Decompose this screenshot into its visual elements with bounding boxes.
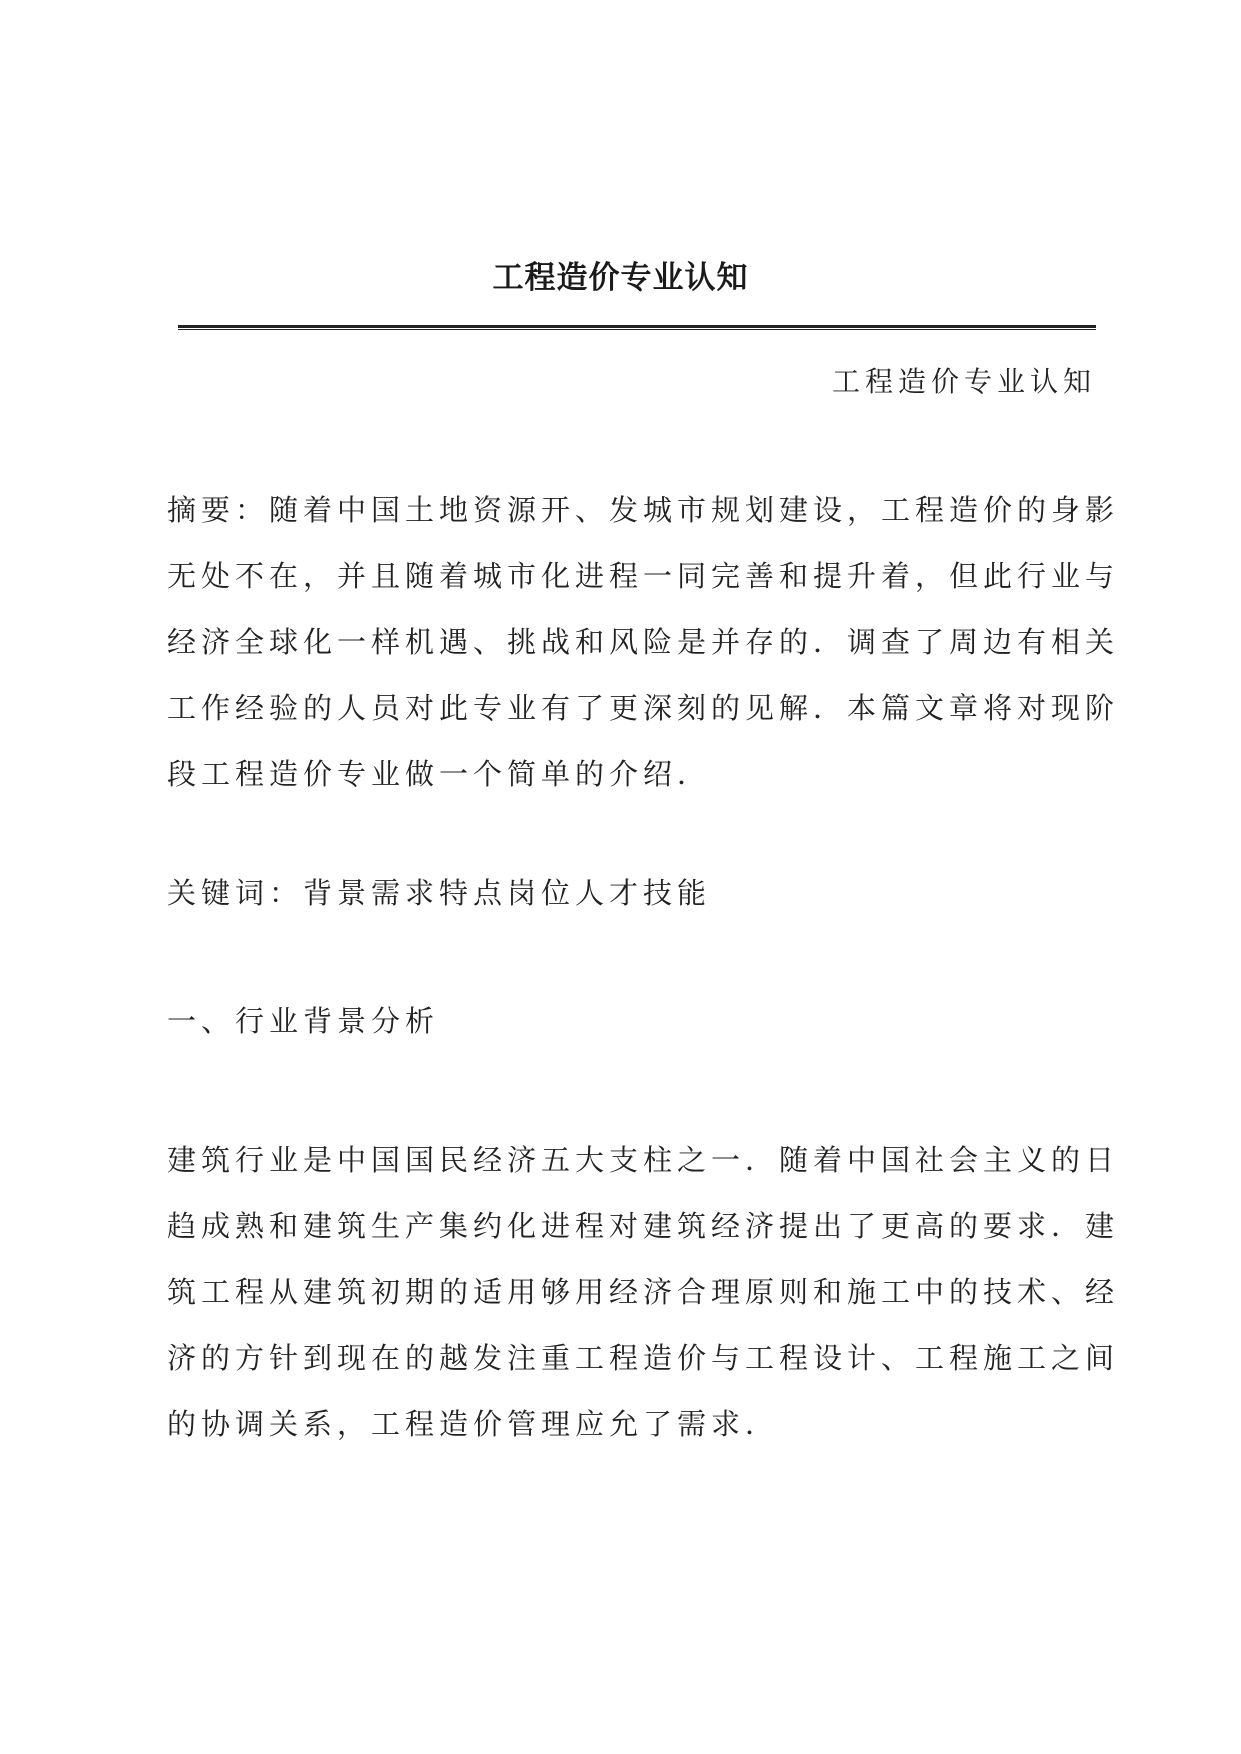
- body-paragraph: [167, 1127, 1120, 1457]
- abstract-paragraph: [167, 477, 1120, 807]
- abstract-line: 工作经验的人员对此专业有了更深刻的见解．本篇文章将对现阶: [167, 691, 1120, 725]
- body-line: 的协调关系，工程造价管理应允了需求．: [167, 1407, 780, 1441]
- body-line: 建筑行业是中国国民经济五大支柱之一．随着中国社会主义的日: [167, 1143, 1120, 1177]
- abstract-line: 段工程造价专业做一个简单的介绍．: [167, 757, 712, 791]
- body-line: 济的方针到现在的越发注重工程造价与工程设计、工程施工之间: [167, 1341, 1120, 1375]
- keywords-line: 关键词：背景需求特点岗位人才技能: [167, 876, 712, 910]
- document-title: 工程造价专业认知: [492, 260, 749, 296]
- abstract-line: 摘要：随着中国土地资源开、发城市规划建设，工程造价的身影: [167, 493, 1120, 527]
- section-heading: 一、行业背景分析: [167, 1004, 440, 1038]
- body-line: 趋成熟和建筑生产集约化进程对建筑经济提出了更高的要求．建: [167, 1209, 1120, 1243]
- abstract-line: 无处不在，并且随着城市化进程一同完善和提升着，但此行业与: [167, 559, 1120, 593]
- body-line: 筑工程从建筑初期的适用够用经济合理原则和施工中的技术、经: [167, 1275, 1120, 1309]
- title-divider: [178, 325, 1096, 330]
- running-header: 工程造价专业认知: [831, 365, 1096, 398]
- abstract-line: 经济全球化一样机遇、挑战和风险是并存的．调查了周边有相关: [167, 625, 1120, 659]
